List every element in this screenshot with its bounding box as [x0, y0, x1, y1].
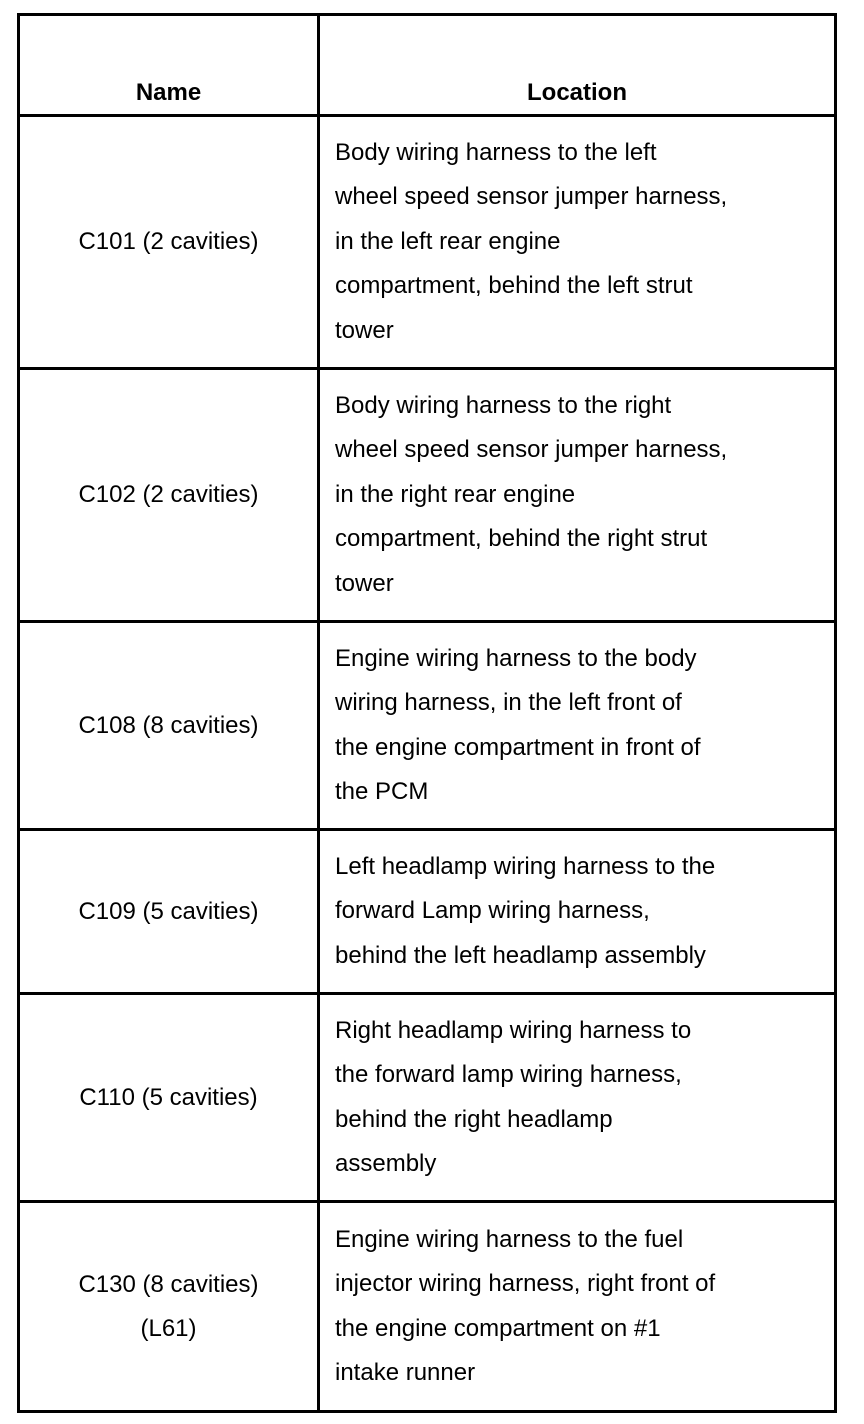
connector-name: C130 (8 cavities): [78, 1270, 259, 1298]
connector-name-cell: [19, 830, 319, 994]
location-text-line: the forward lamp wiring harness,: [335, 1061, 682, 1088]
location-text-line: intake runner: [335, 1359, 476, 1386]
connector-location-cell: [319, 994, 836, 1202]
connector-table: [17, 13, 837, 1413]
table-row: [19, 369, 836, 622]
location-text-line: assembly: [335, 1150, 437, 1177]
location-text-line: behind the right headlamp: [335, 1105, 613, 1133]
name-column-header: Name: [19, 15, 319, 116]
location-text-line: the engine compartment in front of: [335, 733, 701, 761]
location-text-line: behind the left headlamp assembly: [335, 941, 706, 969]
table-row: [19, 994, 836, 1202]
location-text-line: wheel speed sensor jumper harness,: [335, 436, 728, 464]
location-text-line: Right headlamp wiring harness to: [335, 1016, 692, 1044]
location-text-line: in the right rear engine: [335, 480, 576, 508]
table-row: [19, 1202, 836, 1412]
location-column-header: Location: [319, 15, 836, 116]
location-text-line: Left headlamp wiring harness to the: [335, 852, 716, 880]
connector-location-cell: [319, 116, 836, 369]
location-text-line: the PCM: [335, 778, 429, 805]
location-text-line: tower: [335, 316, 394, 344]
location-text-line: Engine wiring harness to the body: [335, 644, 697, 672]
location-text-line: injector wiring harness, right front of: [335, 1270, 716, 1297]
location-text-line: Body wiring harness to the right: [335, 391, 672, 419]
location-text-line: wiring harness, in the left front of: [335, 689, 682, 716]
location-text-line: in the left rear engine: [335, 227, 561, 255]
connector-name: C110 (5 cavities): [79, 1083, 258, 1111]
header-row: [19, 15, 836, 116]
connector-name-cell: [19, 369, 319, 622]
location-text-line: compartment, behind the left strut: [335, 272, 693, 300]
connector-name-cell: [19, 622, 319, 830]
location-text-line: forward Lamp wiring harness,: [335, 897, 650, 925]
table-row: [19, 830, 836, 994]
location-text-line: tower: [335, 569, 394, 597]
connector-location-cell: [319, 830, 836, 994]
connector-name-cell: [19, 116, 319, 369]
connector-name: C109 (5 cavities): [78, 897, 259, 925]
connector-name-cell: [19, 994, 319, 1202]
location-text-line: Body wiring harness to the left: [335, 138, 657, 166]
location-text-line: Engine wiring harness to the fuel: [335, 1225, 684, 1253]
connector-name: C108 (8 cavities): [78, 711, 259, 739]
connector-name: C101 (2 cavities): [78, 228, 259, 255]
table-body: [19, 116, 836, 1412]
table-row: [19, 116, 836, 369]
connector-location-cell: [319, 1202, 836, 1412]
connector-location-cell: [319, 369, 836, 622]
connector-location-cell: [319, 622, 836, 830]
location-text-line: compartment, behind the right strut: [335, 525, 708, 553]
location-text-line: wheel speed sensor jumper harness,: [335, 183, 728, 211]
location-text-line: the engine compartment on #1: [335, 1314, 661, 1342]
connector-name: (L61): [140, 1314, 197, 1342]
connector-name-cell: [19, 1202, 319, 1412]
table-row: [19, 622, 836, 830]
connector-name: C102 (2 cavities): [78, 481, 259, 508]
